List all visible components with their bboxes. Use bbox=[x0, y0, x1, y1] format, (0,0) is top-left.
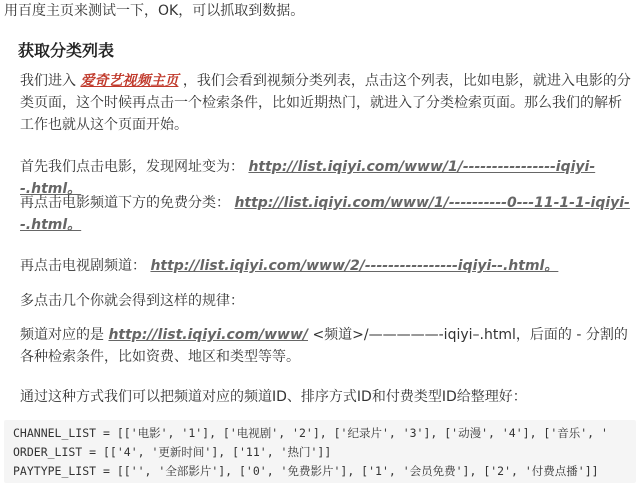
p6-after: <频道>/—————-iqiyi–.html，后面的 - 分割的各种检索条件，比如资费、地区和类型等等。 bbox=[20, 327, 628, 365]
intro-text: 用百度主页来测试一下，OK，可以抓取到数据。 bbox=[4, 3, 305, 19]
paragraph-channel-rule bbox=[4, 324, 634, 368]
code-block bbox=[4, 420, 636, 483]
iqiyi-home-link[interactable]: 爱奇艺视频主页 bbox=[80, 73, 179, 89]
paragraph-summary: 通过这种方式我们可以把频道对应的频道ID、排序方式ID和付费类型ID给整理好： bbox=[20, 389, 527, 405]
paragraph-tv-url bbox=[4, 255, 634, 277]
code-line-order: ORDER_LIST = [['4', '更新时间'], ['11', '热门']] bbox=[13, 445, 332, 459]
p6-before: 频道对应的是 bbox=[20, 327, 104, 343]
list-base-url-link[interactable]: http://list.iqiyi.com/www/ bbox=[108, 327, 308, 343]
p3-text: 再点击电影频道下方的免费分类： bbox=[20, 195, 230, 211]
p1-after: ，我们会看到视频分类列表，点击这个列表，比如电影，就进入电影的分类页面，这个时候再点击一个检索条件，比如近期热门，就进入了分类检索页面。那么我们的解析工作也就从这个页面开始。 bbox=[20, 73, 631, 133]
section-heading: 获取分类列表 bbox=[18, 41, 115, 60]
p4-text: 再点击电视剧频道： bbox=[20, 258, 146, 274]
movie-url-link[interactable]: http://list.iqiyi.com/www/1/----------------iqiyi--.html。 bbox=[20, 159, 596, 197]
paragraph-rule: 多点击几个你就会得到这样的规律： bbox=[20, 293, 244, 309]
free-url-link[interactable]: http://list.iqiyi.com/www/1/----------0---11-1-1-iqiyi--.html。 bbox=[20, 195, 630, 233]
p2-text: 首先我们点击电影，发现网址变为： bbox=[20, 159, 244, 175]
code-line-paytype: PAYTYPE_LIST = [['', '全部影片'], ['0', '免费影片'], ['1', '会员免费'], ['2', '付费点播']] bbox=[13, 464, 599, 478]
tv-url-link[interactable]: http://list.iqiyi.com/www/2/----------------iqiyi--.html。 bbox=[150, 258, 559, 274]
code-line-channel: CHANNEL_LIST = [['电影', '1'], ['电视剧', '2'], ['纪录片', '3'], ['动漫', '4'], ['音乐', ' bbox=[13, 426, 608, 440]
paragraph-free-url bbox=[4, 192, 634, 236]
p1-before: 我们进入 bbox=[20, 73, 76, 89]
paragraph-intro bbox=[4, 70, 634, 136]
